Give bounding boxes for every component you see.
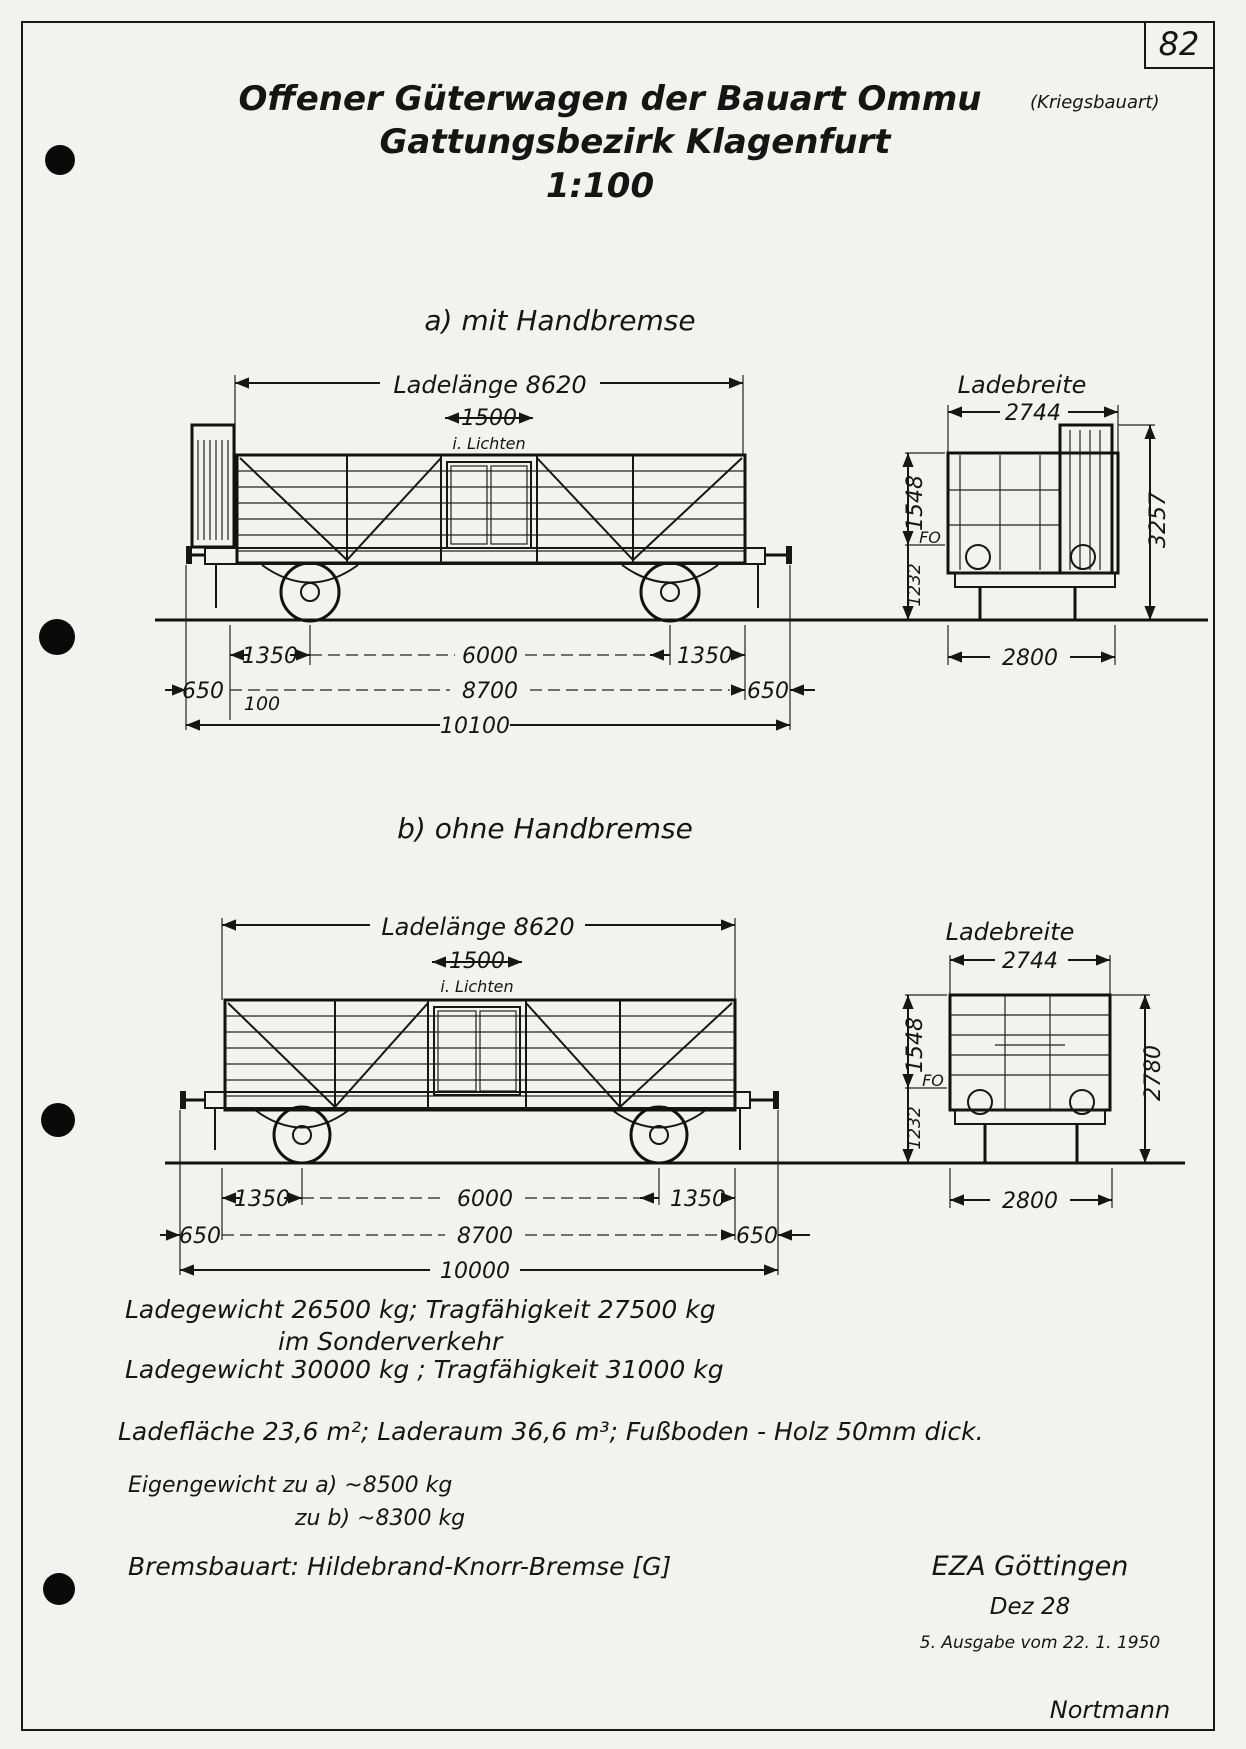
dim-1350-right: 1350 <box>670 1187 726 1212</box>
end-view-body <box>948 453 1118 573</box>
height-1548: 1548 <box>903 1017 928 1073</box>
office-code: Dez 28 <box>989 1594 1071 1620</box>
door-note: i. Lichten <box>452 434 526 453</box>
end-view-buffer <box>1071 545 1095 569</box>
wheel <box>631 1107 687 1163</box>
end-view-buffer <box>966 545 990 569</box>
page-number: 82 <box>1158 25 1200 63</box>
dim-6000: 6000 <box>462 644 518 669</box>
ladelaenge-label: Ladelänge 8620 <box>381 913 575 941</box>
scale: 1:100 <box>545 166 655 206</box>
punch-hole <box>45 145 75 175</box>
door-note: i. Lichten <box>440 977 514 996</box>
height-total: 3257 <box>1146 492 1171 548</box>
ladebreite-value: 2744 <box>1005 401 1061 426</box>
dim-650-right: 650 <box>736 1224 778 1249</box>
spring <box>622 565 718 583</box>
ladebreite-label: Ladebreite <box>945 918 1075 946</box>
wheel <box>274 1107 330 1163</box>
signature: Nortmann <box>1049 1696 1171 1724</box>
dim-8700: 8700 <box>457 1224 513 1249</box>
dim-6000: 6000 <box>457 1187 513 1212</box>
fo-label: FO <box>919 528 941 547</box>
title-line-2: Gattungsbezirk Klagenfurt <box>379 122 891 162</box>
height-1232: 1232 <box>905 563 925 607</box>
view-b <box>160 812 1185 1284</box>
punch-hole <box>39 619 75 655</box>
dim-1350-left: 1350 <box>234 1187 290 1212</box>
height-total: 2780 <box>1141 1045 1166 1101</box>
ladebreite-value: 2744 <box>1002 949 1058 974</box>
wheel <box>281 563 339 621</box>
view-a-caption: a) mit Handbremse <box>424 304 696 337</box>
dim-8700: 8700 <box>462 679 518 704</box>
note-line-6: zu b) ~8300 kg <box>295 1506 466 1531</box>
dim-total: 10000 <box>440 1259 510 1284</box>
spring <box>262 565 358 583</box>
door-width-label: 1500 <box>461 406 517 431</box>
dim-1350-left: 1350 <box>242 644 298 669</box>
door <box>434 1007 520 1095</box>
note-line-7: Bremsbauart: Hildebrand-Knorr-Bremse [G] <box>128 1552 672 1581</box>
door-panel <box>480 1011 516 1091</box>
view-a <box>155 304 1208 739</box>
door-panel <box>451 466 487 544</box>
dim-650-left: 650 <box>182 679 224 704</box>
door-panel <box>438 1011 476 1091</box>
width-2800: 2800 <box>1002 1189 1058 1214</box>
edition: 5. Ausgabe vom 22. 1. 1950 <box>919 1633 1161 1653</box>
notes <box>118 1295 984 1581</box>
dim-650-right: 650 <box>747 679 789 704</box>
footer <box>920 1551 1170 1724</box>
wheel <box>641 563 699 621</box>
ladebreite-label: Ladebreite <box>957 371 1087 399</box>
office: EZA Göttingen <box>931 1551 1129 1582</box>
dim-1350-right: 1350 <box>677 644 733 669</box>
punch-hole <box>41 1103 75 1137</box>
door-panel <box>491 466 527 544</box>
height-1232: 1232 <box>905 1106 925 1150</box>
note-line-1: Ladegewicht 26500 kg; Tragfähigkeit 27500 kg <box>125 1295 716 1324</box>
note-line-4: Ladefläche 23,6 m²; Laderaum 36,6 m³; Fußboden - Holz 50mm dick. <box>118 1417 984 1446</box>
end-view-brake-hut <box>1060 425 1112 573</box>
ladelaenge-label: Ladelänge 8620 <box>393 371 587 399</box>
dim-total: 10100 <box>440 714 510 739</box>
title-note: (Kriegsbauart) <box>1030 92 1160 113</box>
fo-label: FO <box>922 1071 944 1090</box>
title-line-1: Offener Güterwagen der Bauart Ommu <box>238 79 982 119</box>
note-line-2: im Sonderverkehr <box>278 1327 503 1356</box>
height-1548: 1548 <box>903 475 928 531</box>
note-line-3: Ladegewicht 30000 kg ; Tragfähigkeit 31000 kg <box>125 1355 724 1384</box>
dim-100: 100 <box>243 693 281 715</box>
dim-650-left: 650 <box>179 1224 221 1249</box>
view-b-caption: b) ohne Handbremse <box>397 812 693 845</box>
punch-hole <box>43 1573 75 1605</box>
door-width-label: 1500 <box>449 949 505 974</box>
note-line-5: Eigengewicht zu a) ~8500 kg <box>128 1473 453 1498</box>
width-2800: 2800 <box>1002 646 1058 671</box>
